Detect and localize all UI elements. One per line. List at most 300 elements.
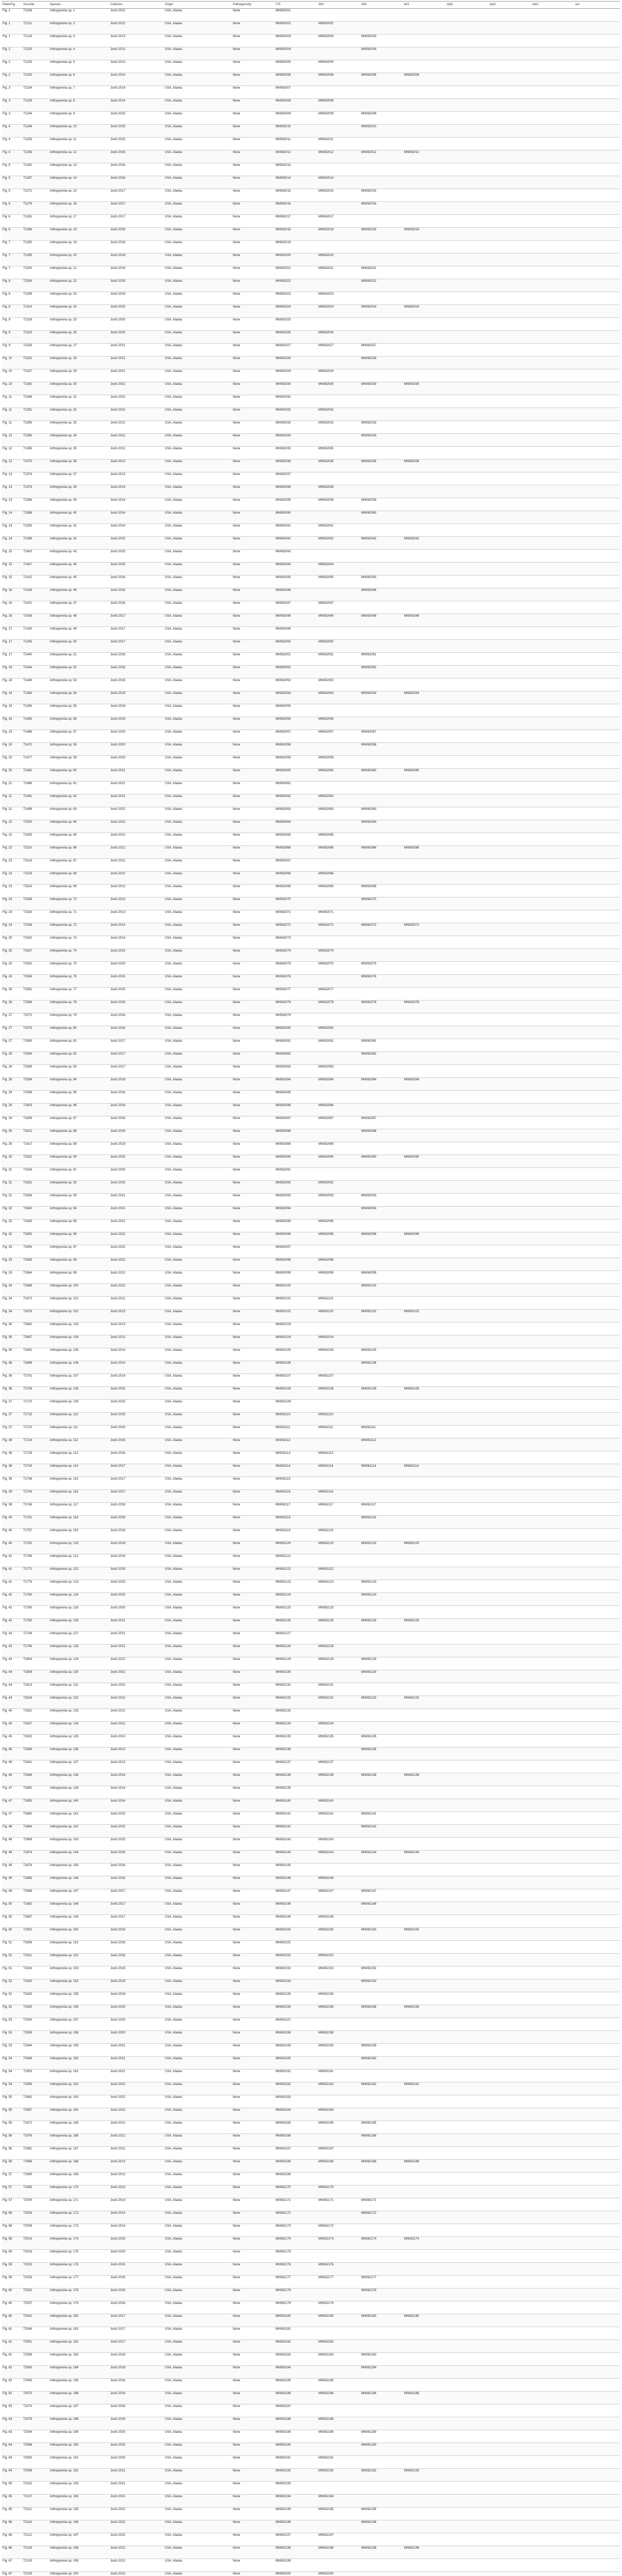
table-cell xyxy=(489,1799,531,1812)
table-row xyxy=(2,820,620,833)
table-cell: MN062128 xyxy=(317,1645,360,1657)
table-cell: USA, Alaska xyxy=(164,163,232,176)
table-cell: USA, Alaska xyxy=(164,2366,232,2379)
table-cell xyxy=(489,1722,531,1735)
table-cell: Joshi 2022 xyxy=(109,408,164,421)
table-cell xyxy=(360,1632,403,1645)
table-cell xyxy=(403,2366,446,2379)
table-cell: MN062046 xyxy=(275,588,317,601)
table-cell: MN062069 xyxy=(317,885,360,897)
table-cell: Arthopyrenia sp. 181 xyxy=(49,2327,109,2340)
table-cell: None xyxy=(232,2340,275,2353)
table-cell: MN062156 xyxy=(275,2005,317,2018)
table-cell: USA, Alaska xyxy=(164,1026,232,1039)
table-cell: None xyxy=(232,1258,275,1271)
table-cell: USA, Alaska xyxy=(164,1451,232,1464)
table-cell xyxy=(317,1052,360,1065)
table-cell: Joshi 2021 xyxy=(109,2482,164,2495)
table-cell: None xyxy=(232,1039,275,1052)
table-cell: MN062024 xyxy=(360,305,403,318)
table-cell: USA, Alaska xyxy=(164,679,232,691)
table-cell: Joshi 2014 xyxy=(109,524,164,537)
table-cell: T1888 xyxy=(22,1889,49,1902)
table-cell xyxy=(403,1477,446,1490)
data-table-container xyxy=(2,1,620,2576)
table-cell xyxy=(531,1001,574,1013)
table-cell: Arthopyrenia sp. 95 xyxy=(49,1219,109,1232)
table-cell xyxy=(574,1142,620,1155)
table-cell: MN062138 xyxy=(403,1773,446,1786)
table-cell: T1734 xyxy=(22,1464,49,1477)
table-row xyxy=(2,1155,620,1168)
table-cell: MN062070 xyxy=(360,897,403,910)
table-cell: Arthopyrenia sp. 135 xyxy=(49,1735,109,1748)
table-cell xyxy=(531,1129,574,1142)
table-cell: Arthopyrenia sp. 67 xyxy=(49,859,109,872)
table-cell xyxy=(489,1348,531,1361)
table-cell: USA, Alaska xyxy=(164,2263,232,2276)
table-cell: None xyxy=(232,588,275,601)
table-cell: T1388 xyxy=(22,511,49,524)
table-cell: MN062150 xyxy=(360,1928,403,1941)
table-cell xyxy=(531,769,574,782)
table-cell: Arthopyrenia sp. 151 xyxy=(49,1941,109,1954)
table-cell: MN062073 xyxy=(275,936,317,949)
table-cell: MN062071 xyxy=(317,910,360,923)
table-cell: None xyxy=(232,1529,275,1541)
table-cell xyxy=(531,1709,574,1722)
table-cell xyxy=(489,279,531,292)
table-row xyxy=(2,1490,620,1503)
table-cell xyxy=(489,22,531,35)
table-cell: T1482 xyxy=(22,769,49,782)
table-row xyxy=(2,1104,620,1116)
table-cell: Joshi 2012 xyxy=(109,447,164,460)
table-cell xyxy=(574,2018,620,2031)
table-cell xyxy=(317,1709,360,1722)
table-cell xyxy=(574,2044,620,2057)
table-cell xyxy=(360,1323,403,1335)
table-cell: MN062125 xyxy=(275,1606,317,1619)
table-cell xyxy=(403,2147,446,2160)
table-cell: Fig. 59 xyxy=(2,2250,22,2263)
table-cell: Fig. 39 xyxy=(2,1503,22,1516)
table-cell: T1304 xyxy=(22,279,49,292)
table-cell: USA, Alaska xyxy=(164,1979,232,1992)
table-cell: USA, Alaska xyxy=(164,2250,232,2263)
table-cell: None xyxy=(232,1104,275,1116)
table-cell: MN062188 xyxy=(317,2417,360,2430)
table-cell: T1640 xyxy=(22,1207,49,1219)
table-cell xyxy=(574,2095,620,2108)
table-cell xyxy=(531,1400,574,1413)
table-cell: USA, Alaska xyxy=(164,1323,232,1335)
table-cell xyxy=(403,704,446,717)
table-row xyxy=(2,331,620,344)
table-cell: MN062058 xyxy=(275,743,317,756)
table-cell: Joshi 2015 xyxy=(109,125,164,138)
table-cell: None xyxy=(232,241,275,253)
table-cell: MN062103 xyxy=(275,1323,317,1335)
table-cell xyxy=(489,1374,531,1387)
table-cell xyxy=(446,1219,489,1232)
table-cell: Arthopyrenia sp. 139 xyxy=(49,1786,109,1799)
table-cell: MN062186 xyxy=(403,2392,446,2404)
table-row xyxy=(2,2224,620,2237)
table-cell: MN062090 xyxy=(360,1155,403,1168)
table-cell xyxy=(489,1760,531,1773)
table-cell: MN062051 xyxy=(360,653,403,666)
table-row xyxy=(2,769,620,782)
table-cell xyxy=(317,2018,360,2031)
table-cell: MN062129 xyxy=(317,1657,360,1670)
table-cell xyxy=(403,1593,446,1606)
table-cell xyxy=(489,1194,531,1207)
table-cell xyxy=(489,2276,531,2289)
table-cell: None xyxy=(232,2456,275,2469)
table-cell xyxy=(489,86,531,99)
column-header: rpb2 xyxy=(446,2,489,9)
table-cell: MN062101 xyxy=(275,1297,317,1310)
table-cell: T2135 xyxy=(22,2572,49,2576)
table-cell: MN062105 xyxy=(360,1348,403,1361)
table-cell: MN062170 xyxy=(275,2185,317,2198)
table-cell xyxy=(317,318,360,331)
table-cell: MN062070 xyxy=(275,897,317,910)
table-cell: Fig. 41 xyxy=(2,1580,22,1593)
table-cell xyxy=(360,60,403,73)
table-cell xyxy=(403,2250,446,2263)
table-cell: Arthopyrenia sp. 42 xyxy=(49,537,109,550)
table-cell: T1864 xyxy=(22,1825,49,1838)
table-cell: USA, Alaska xyxy=(164,2456,232,2469)
table-cell: Joshi 2020 xyxy=(109,2430,164,2443)
table-cell: Fig. 45 xyxy=(2,1722,22,1735)
table-row xyxy=(2,1735,620,1748)
table-cell xyxy=(489,112,531,125)
table-cell xyxy=(531,498,574,511)
table-cell: None xyxy=(232,1863,275,1876)
table-cell xyxy=(531,292,574,305)
table-cell: MN062084 xyxy=(360,1078,403,1091)
table-cell xyxy=(446,1838,489,1851)
table-cell xyxy=(531,1245,574,1258)
table-cell: USA, Alaska xyxy=(164,1400,232,1413)
table-cell xyxy=(403,1709,446,1722)
table-cell: MN062059 xyxy=(317,756,360,769)
table-cell: USA, Alaska xyxy=(164,2314,232,2327)
table-cell: Fig. 41 xyxy=(2,1554,22,1567)
table-cell: MN062002 xyxy=(317,22,360,35)
table-cell xyxy=(403,421,446,434)
table-cell xyxy=(446,189,489,202)
table-cell xyxy=(489,1155,531,1168)
table-cell xyxy=(403,575,446,588)
table-row xyxy=(2,2392,620,2404)
table-cell: None xyxy=(232,988,275,1001)
table-cell xyxy=(446,1039,489,1052)
table-cell: None xyxy=(232,601,275,614)
table-cell xyxy=(403,2379,446,2392)
table-cell: Fig. 42 xyxy=(2,1619,22,1632)
table-cell xyxy=(403,1529,446,1541)
table-cell xyxy=(574,1786,620,1799)
table-cell: USA, Alaska xyxy=(164,1284,232,1297)
table-cell: MN062108 xyxy=(275,1387,317,1400)
table-cell xyxy=(317,2482,360,2495)
table-cell: USA, Alaska xyxy=(164,975,232,988)
table-cell: Arthopyrenia sp. 167 xyxy=(49,2147,109,2160)
table-cell: Joshi 2012 xyxy=(109,2121,164,2134)
table-cell: T1729 xyxy=(22,1451,49,1464)
table-cell: USA, Alaska xyxy=(164,215,232,228)
table-cell: MN062096 xyxy=(275,1232,317,1245)
table-cell: Fig. 59 xyxy=(2,2263,22,2276)
table-cell: MN062117 xyxy=(275,1503,317,1516)
table-cell: USA, Alaska xyxy=(164,704,232,717)
table-row xyxy=(2,2031,620,2044)
table-cell xyxy=(531,2392,574,2404)
table-cell: MN062151 xyxy=(275,1941,317,1954)
table-cell: MN062148 xyxy=(360,1902,403,1915)
table-cell: MN062183 xyxy=(275,2353,317,2366)
table-cell xyxy=(317,1902,360,1915)
table-cell: Joshi 2018 xyxy=(109,228,164,241)
table-cell: MN062038 xyxy=(317,485,360,498)
table-cell: T1780 xyxy=(22,1593,49,1606)
table-cell xyxy=(360,2404,403,2417)
table-cell: USA, Alaska xyxy=(164,1232,232,1245)
table-cell xyxy=(403,1876,446,1889)
table-cell: Joshi 2018 xyxy=(109,679,164,691)
table-cell: Joshi 2018 xyxy=(109,1104,164,1116)
table-cell: USA, Alaska xyxy=(164,2160,232,2173)
table-cell: Arthopyrenia sp. 65 xyxy=(49,833,109,846)
table-cell xyxy=(360,1915,403,1928)
table-cell: MN062095 xyxy=(275,1219,317,1232)
table-cell: None xyxy=(232,138,275,150)
table-cell xyxy=(531,112,574,125)
table-cell: T1911 xyxy=(22,1954,49,1967)
table-cell: MN062198 xyxy=(360,2546,403,2559)
table-cell: MN062087 xyxy=(275,1116,317,1129)
table-cell: Arthopyrenia sp. 39 xyxy=(49,498,109,511)
table-cell xyxy=(446,1284,489,1297)
table-cell: Joshi 2016 xyxy=(109,2289,164,2301)
table-cell xyxy=(446,910,489,923)
table-cell: T1458 xyxy=(22,704,49,717)
table-cell xyxy=(446,2095,489,2108)
table-cell: MN062030 xyxy=(360,382,403,395)
table-cell: None xyxy=(232,2121,275,2134)
table-cell: Arthopyrenia sp. 103 xyxy=(49,1323,109,1335)
table-cell: MN062111 xyxy=(317,1426,360,1438)
table-cell: Joshi 2020 xyxy=(109,743,164,756)
table-cell: USA, Alaska xyxy=(164,1464,232,1477)
table-cell: Arthopyrenia sp. 75 xyxy=(49,962,109,975)
table-cell: Joshi 2012 xyxy=(109,2546,164,2559)
table-cell xyxy=(574,601,620,614)
table-cell: Joshi 2013 xyxy=(109,1310,164,1323)
table-cell xyxy=(446,588,489,601)
table-cell xyxy=(531,1104,574,1116)
table-cell xyxy=(360,679,403,691)
table-cell: MN062166 xyxy=(275,2134,317,2147)
column-header: 18S xyxy=(360,2,403,9)
table-cell: Arthopyrenia sp. 69 xyxy=(49,885,109,897)
table-cell: T2098 xyxy=(22,2469,49,2482)
table-row xyxy=(2,1748,620,1760)
table-cell: MN062057 xyxy=(275,730,317,743)
table-cell xyxy=(531,2070,574,2082)
table-cell xyxy=(446,2185,489,2198)
table-cell: Fig. 33 xyxy=(2,1258,22,1271)
table-cell: Arthopyrenia sp. 72 xyxy=(49,923,109,936)
table-cell: MN062045 xyxy=(275,575,317,588)
table-cell xyxy=(531,2108,574,2121)
table-cell: Fig. 22 xyxy=(2,820,22,833)
table-cell: Arthopyrenia sp. 83 xyxy=(49,1065,109,1078)
table-cell xyxy=(489,1013,531,1026)
table-cell: Joshi 2014 xyxy=(109,1773,164,1786)
table-cell: Arthopyrenia sp. 120 xyxy=(49,1541,109,1554)
table-cell xyxy=(446,485,489,498)
table-row xyxy=(2,1580,620,1593)
table-cell: Fig. 30 xyxy=(2,1142,22,1155)
table-cell: Fig. 36 xyxy=(2,1361,22,1374)
table-cell: USA, Alaska xyxy=(164,1722,232,1735)
table-cell: Fig. 27 xyxy=(2,1039,22,1052)
table-cell xyxy=(489,1104,531,1116)
table-cell: Arthopyrenia sp. 130 xyxy=(49,1670,109,1683)
table-cell xyxy=(531,1902,574,1915)
table-cell xyxy=(489,2134,531,2147)
table-cell xyxy=(531,614,574,627)
table-cell: Fig. 21 xyxy=(2,807,22,820)
table-cell xyxy=(446,1554,489,1567)
column-header: ITS xyxy=(275,2,317,9)
table-cell: Fig. 55 xyxy=(2,2108,22,2121)
table-cell: MN062025 xyxy=(275,318,317,331)
table-cell xyxy=(360,1091,403,1104)
table-cell xyxy=(446,1297,489,1310)
table-cell: Fig. 61 xyxy=(2,2340,22,2353)
table-cell: None xyxy=(232,1065,275,1078)
table-cell: Fig. 36 xyxy=(2,1374,22,1387)
table-row xyxy=(2,872,620,885)
table-cell xyxy=(489,885,531,897)
table-cell: Fig. 47 xyxy=(2,1799,22,1812)
table-cell: MN062113 xyxy=(317,1451,360,1464)
table-cell: MN062047 xyxy=(317,601,360,614)
table-cell: Arthopyrenia sp. 96 xyxy=(49,1232,109,1245)
table-cell: Arthopyrenia sp. 114 xyxy=(49,1464,109,1477)
table-cell: Arthopyrenia sp. 179 xyxy=(49,2301,109,2314)
table-cell: Fig. 61 xyxy=(2,2327,22,2340)
table-cell: USA, Alaska xyxy=(164,73,232,86)
table-cell: T1552 xyxy=(22,962,49,975)
table-row xyxy=(2,1760,620,1773)
table-row xyxy=(2,1541,620,1554)
table-cell: Joshi 2016 xyxy=(109,163,164,176)
table-cell: T2074 xyxy=(22,2404,49,2417)
table-cell: MN062180 xyxy=(275,2314,317,2327)
table-cell xyxy=(403,408,446,421)
table-cell: None xyxy=(232,1954,275,1967)
table-cell xyxy=(574,1116,620,1129)
table-cell: MN062181 xyxy=(275,2327,317,2340)
table-cell: T1290 xyxy=(22,241,49,253)
table-cell: MN062081 xyxy=(275,1039,317,1052)
table-cell xyxy=(489,1361,531,1374)
table-row xyxy=(2,150,620,163)
table-cell: None xyxy=(232,2173,275,2185)
table-cell xyxy=(446,357,489,369)
table-cell xyxy=(531,2533,574,2546)
table-cell: T1426 xyxy=(22,614,49,627)
table-cell: USA, Alaska xyxy=(164,794,232,807)
table-cell xyxy=(574,2198,620,2211)
table-cell: USA, Alaska xyxy=(164,1967,232,1979)
table-cell xyxy=(403,2224,446,2237)
table-cell: MN062161 xyxy=(275,2070,317,2082)
table-cell: None xyxy=(232,1168,275,1181)
table-cell xyxy=(489,2263,531,2276)
table-cell: Arthopyrenia sp. 80 xyxy=(49,1026,109,1039)
table-cell xyxy=(403,2456,446,2469)
table-cell: MN062009 xyxy=(317,112,360,125)
table-cell xyxy=(360,2031,403,2044)
table-cell: Joshi 2012 xyxy=(109,421,164,434)
table-row xyxy=(2,1773,620,1786)
table-cell xyxy=(446,2495,489,2507)
table-cell: Joshi 2015 xyxy=(109,988,164,1001)
table-cell xyxy=(489,575,531,588)
table-cell: MN062169 xyxy=(275,2173,317,2185)
table-cell xyxy=(574,1825,620,1838)
table-cell: Fig. 43 xyxy=(2,1645,22,1657)
table-cell xyxy=(489,1284,531,1297)
table-cell: Fig. 28 xyxy=(2,1052,22,1065)
table-cell: None xyxy=(232,1541,275,1554)
table-cell xyxy=(446,1374,489,1387)
table-cell xyxy=(360,910,403,923)
table-cell xyxy=(489,653,531,666)
table-cell: USA, Alaska xyxy=(164,460,232,472)
table-cell: None xyxy=(232,1554,275,1567)
table-cell: MN062036 xyxy=(275,460,317,472)
table-cell: MN062168 xyxy=(403,2160,446,2173)
table-cell xyxy=(489,1619,531,1632)
table-cell: MN062040 xyxy=(275,511,317,524)
table-cell xyxy=(446,1477,489,1490)
table-cell: Arthopyrenia sp. 92 xyxy=(49,1181,109,1194)
table-cell: Fig. 52 xyxy=(2,2005,22,2018)
table-cell: MN062162 xyxy=(317,2082,360,2095)
table-cell xyxy=(531,1529,574,1541)
table-cell: Arthopyrenia sp. 82 xyxy=(49,1052,109,1065)
table-cell: MN062081 xyxy=(360,1039,403,1052)
table-cell: USA, Alaska xyxy=(164,820,232,833)
table-cell xyxy=(446,2546,489,2559)
table-cell: T1603 xyxy=(22,1104,49,1116)
table-cell: Arthopyrenia sp. 180 xyxy=(49,2314,109,2327)
table-cell: T1883 xyxy=(22,1876,49,1889)
table-row xyxy=(2,1258,620,1271)
table-cell: MN062162 xyxy=(403,2082,446,2095)
table-cell: MN062137 xyxy=(275,1760,317,1773)
table-cell: T2070 xyxy=(22,2392,49,2404)
